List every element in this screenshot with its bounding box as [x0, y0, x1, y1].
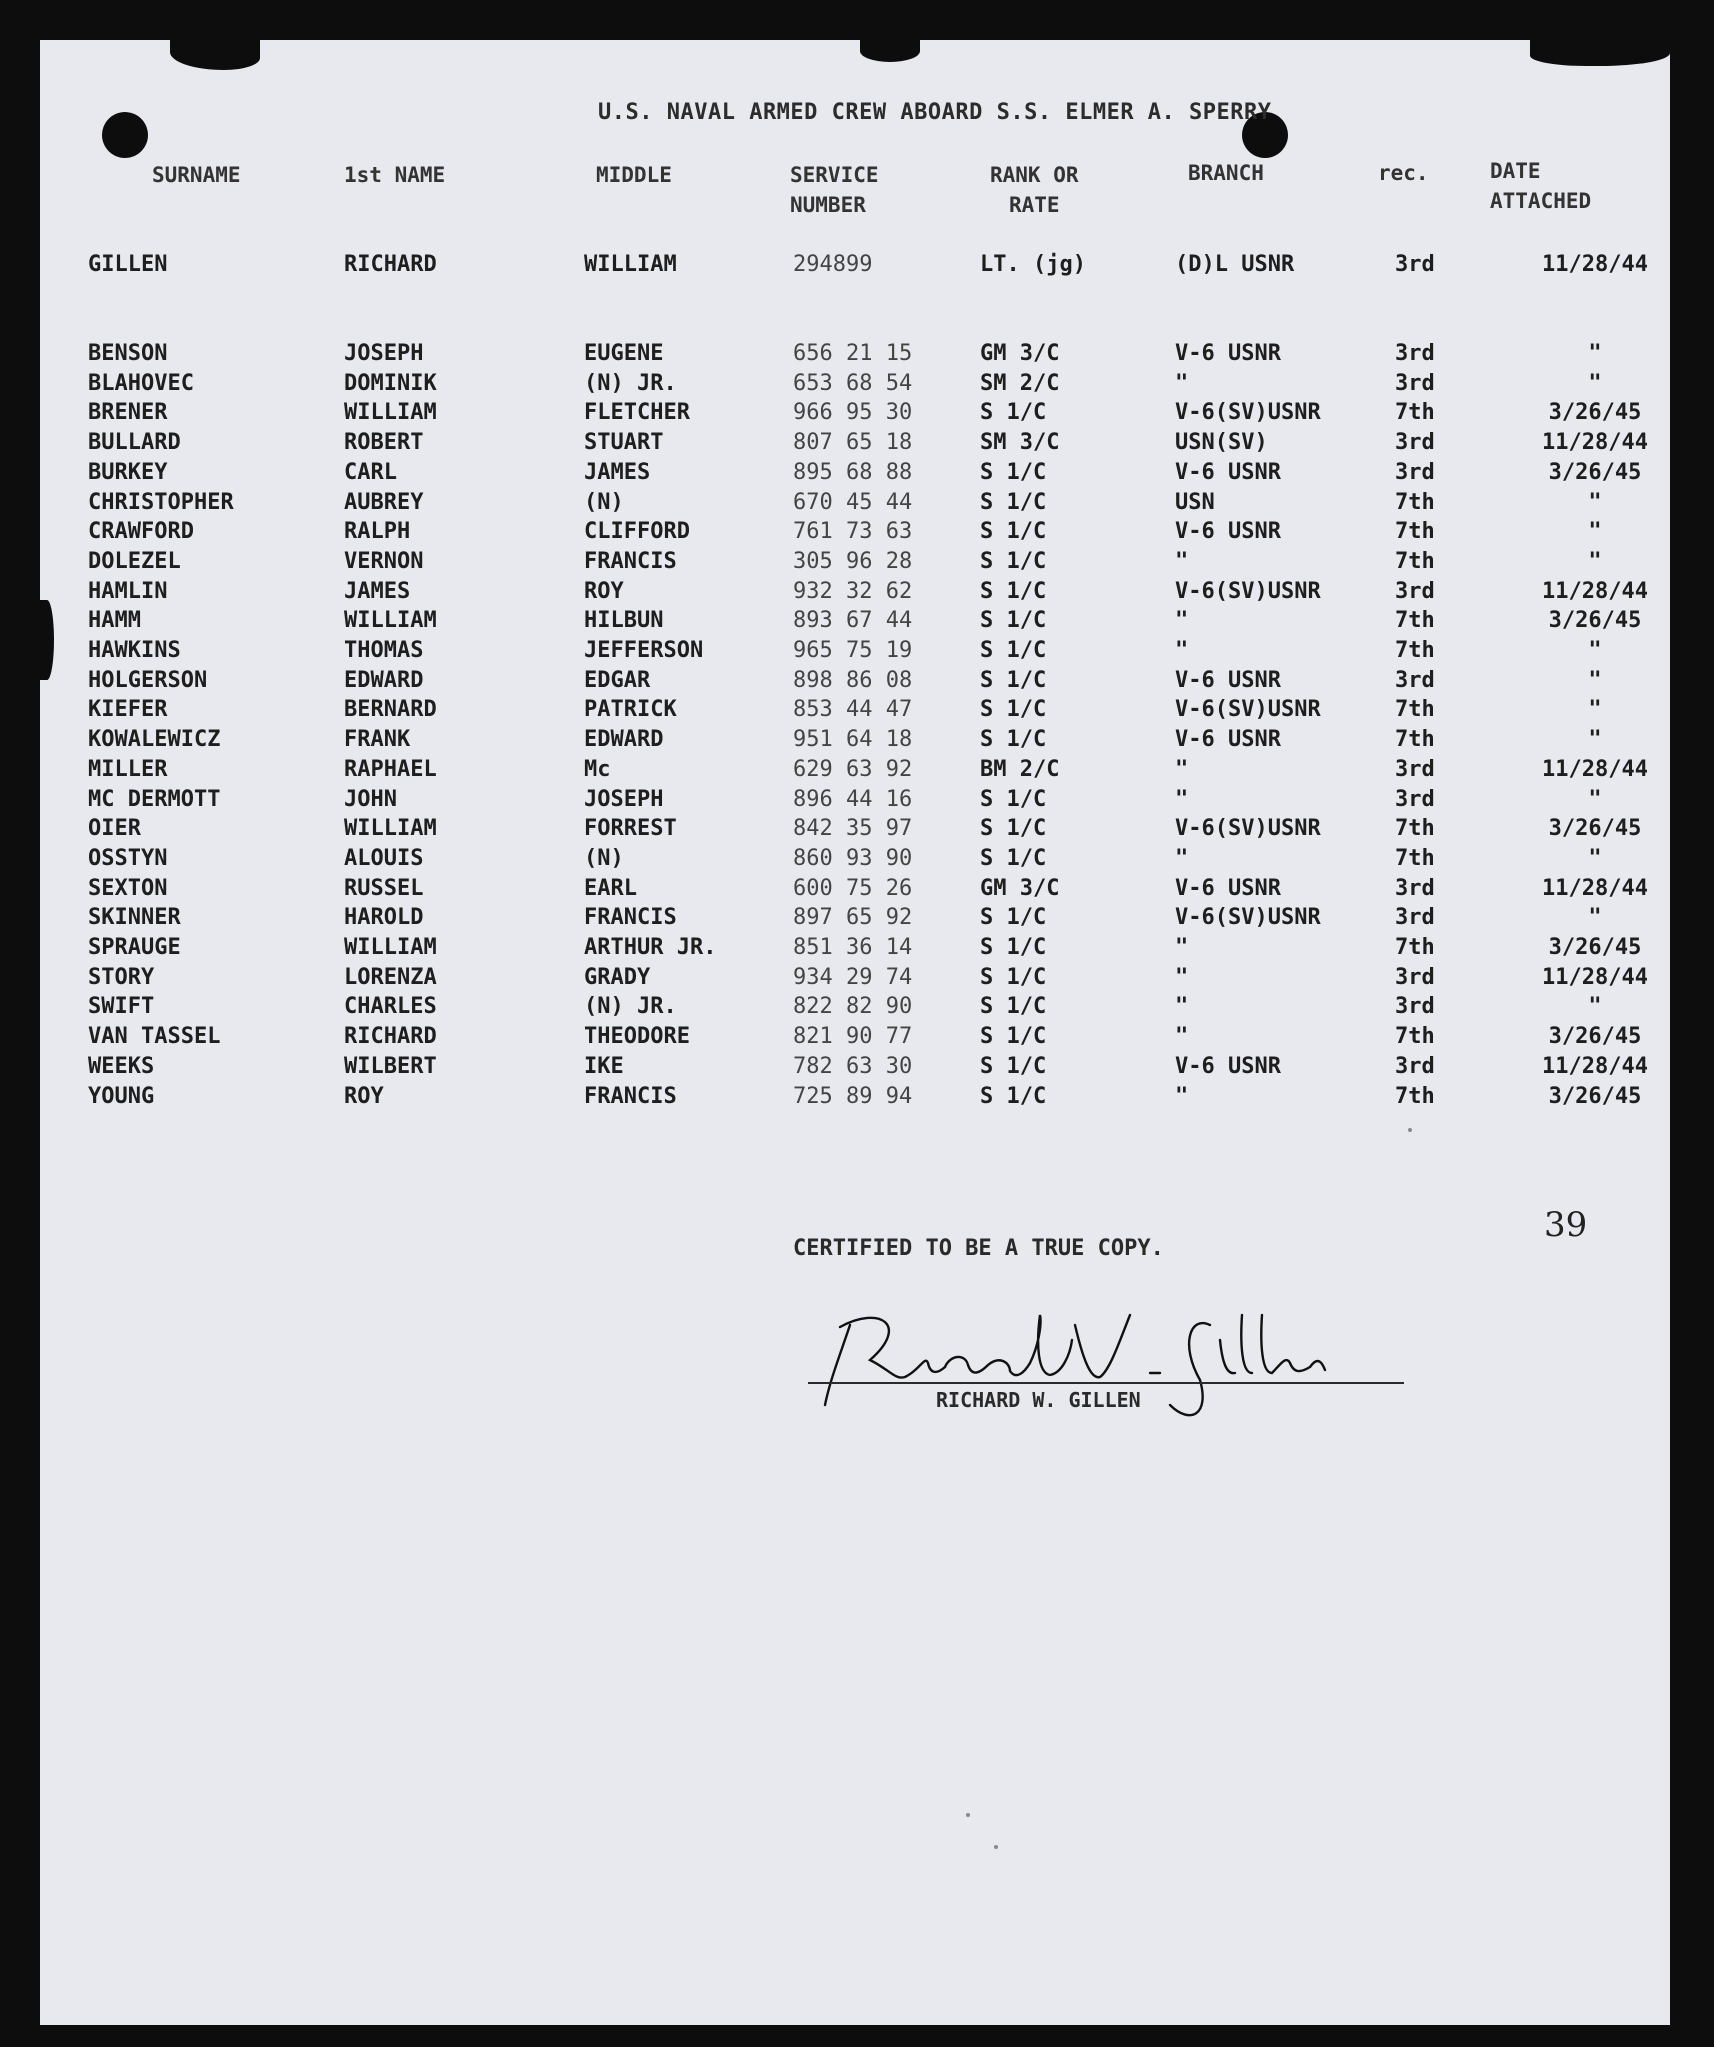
surname-cell: MC DERMOTT: [88, 786, 221, 812]
branch-cell: ": [1175, 964, 1189, 990]
first-name-cell: BERNARD: [344, 697, 437, 723]
service-number-cell: 965 75 19: [793, 638, 913, 663]
service-number-cell: 821 90 77: [793, 1024, 913, 1050]
surname-cell: YOUNG: [88, 1083, 155, 1109]
first-name-cell: EDWARD: [344, 667, 424, 693]
date-attached-cell: 11/28/44: [1542, 756, 1648, 782]
rank-cell: S 1/C: [980, 548, 1047, 574]
first-name-cell: RICHARD: [344, 1024, 437, 1050]
branch-cell: V-6 USNR: [1175, 341, 1281, 366]
first-name-cell: JAMES: [344, 578, 411, 604]
middle-name-cell: CLIFFORD: [584, 519, 690, 545]
crew-row: [0, 547, 1714, 577]
middle-name-cell: FRANCIS: [584, 905, 677, 931]
branch-cell: V-6(SV)USNR: [1175, 816, 1321, 842]
crew-row: [0, 517, 1714, 547]
middle-name-cell: FORREST: [584, 816, 677, 842]
date-attached-cell: ": [1588, 697, 1602, 723]
middle-name-cell: Mc: [584, 756, 611, 782]
officer-row: [0, 250, 1714, 280]
date-attached-cell: 3/26/45: [1548, 400, 1642, 426]
surname-cell: HAWKINS: [88, 638, 181, 663]
date-attached-cell: ": [1588, 727, 1602, 753]
service-number-cell: 807 65 18: [793, 430, 913, 456]
first-name-cell: AUBREY: [344, 489, 424, 515]
service-number-cell: 951 64 18: [793, 727, 913, 753]
branch-cell: V-6 USNR: [1175, 875, 1281, 901]
rank-cell: S 1/C: [980, 816, 1047, 842]
rec-cell: 7th: [1395, 400, 1435, 426]
col-header-rec: rec.: [1378, 161, 1429, 185]
service-number-cell: 932 32 62: [793, 578, 913, 604]
surname-cell: DOLEZEL: [88, 548, 181, 574]
date-attached-cell: 3/26/45: [1548, 1083, 1642, 1109]
rec-cell: 3rd: [1395, 875, 1435, 901]
date-attached-cell: 11/28/44: [1542, 578, 1648, 604]
branch-cell: V-6 USNR: [1175, 459, 1281, 485]
first-name-cell: THOMAS: [344, 638, 424, 663]
first-name-cell: ROY: [344, 1083, 384, 1109]
crew-row: [0, 606, 1714, 636]
rank-cell: S 1/C: [980, 1083, 1047, 1109]
middle-name-cell: (N) JR.: [584, 370, 677, 396]
surname-cell: VAN TASSEL: [88, 1024, 221, 1050]
date-attached-cell: 11/28/44: [1542, 964, 1648, 990]
middle-name-cell: ROY: [584, 578, 624, 604]
first-name-cell: RAPHAEL: [344, 756, 437, 782]
first-name-cell: LORENZA: [344, 964, 437, 990]
branch-cell: V-6 USNR: [1175, 667, 1281, 693]
middle-name-cell: JOSEPH: [584, 786, 664, 812]
branch-cell: ": [1175, 994, 1189, 1020]
date-attached-cell: ": [1588, 489, 1602, 515]
service-number-cell: 897 65 92: [793, 905, 913, 931]
branch-cell: ": [1175, 370, 1189, 396]
rec-cell: 7th: [1395, 608, 1435, 634]
service-number-cell: 761 73 63: [793, 519, 913, 545]
service-number-cell: 851 36 14: [793, 935, 913, 960]
rank-cell: S 1/C: [980, 786, 1047, 812]
rec-cell: 7th: [1395, 935, 1435, 960]
date-attached-cell: ": [1588, 370, 1602, 396]
middle-name-cell: IKE: [584, 1053, 624, 1079]
rec-cell: 7th: [1395, 727, 1435, 753]
rank-cell: LT. (jg): [980, 252, 1086, 277]
rank-cell: S 1/C: [980, 667, 1047, 693]
rank-cell: S 1/C: [980, 964, 1047, 990]
first-name-cell: WILLIAM: [344, 400, 437, 426]
rank-cell: S 1/C: [980, 1053, 1047, 1079]
middle-name-cell: JEFFERSON: [584, 638, 704, 663]
surname-cell: BLAHOVEC: [88, 370, 194, 396]
service-number-cell: 653 68 54: [793, 370, 913, 396]
date-attached-cell: ": [1588, 519, 1602, 545]
service-number-cell: 600 75 26: [793, 875, 913, 901]
middle-name-cell: ARTHUR JR.: [584, 935, 717, 960]
rec-cell: 3rd: [1395, 667, 1435, 693]
surname-cell: MILLER: [88, 756, 168, 782]
middle-name-cell: FRANCIS: [584, 1083, 677, 1109]
service-number-cell: 629 63 92: [793, 756, 913, 782]
rec-cell: 3rd: [1395, 1053, 1435, 1079]
rank-cell: S 1/C: [980, 400, 1047, 426]
torn-edge: [1530, 40, 1670, 66]
rec-cell: 7th: [1395, 697, 1435, 723]
first-name-cell: VERNON: [344, 548, 424, 574]
middle-name-cell: EDGAR: [584, 667, 651, 693]
signer-name: RICHARD W. GILLEN: [936, 1388, 1141, 1412]
date-attached-cell: 3/26/45: [1548, 816, 1642, 842]
surname-cell: BULLARD: [88, 430, 181, 456]
rec-cell: 3rd: [1395, 252, 1435, 277]
branch-cell: ": [1175, 935, 1189, 960]
rank-cell: S 1/C: [980, 519, 1047, 545]
branch-cell: ": [1175, 845, 1189, 871]
first-name-cell: WILBERT: [344, 1053, 437, 1079]
rec-cell: 7th: [1395, 519, 1435, 545]
branch-cell: V-6(SV)USNR: [1175, 697, 1321, 723]
rec-cell: 7th: [1395, 816, 1435, 842]
rank-cell: S 1/C: [980, 935, 1047, 960]
middle-name-cell: EARL: [584, 875, 637, 901]
col-header-middle: MIDDLE: [596, 163, 672, 187]
col-header-service-number: SERVICE NUMBER: [790, 163, 879, 217]
date-attached-cell: ": [1588, 548, 1602, 574]
date-attached-cell: ": [1588, 994, 1602, 1020]
date-attached-cell: 3/26/45: [1548, 1024, 1642, 1050]
col-header-surname: SURNAME: [152, 163, 241, 187]
surname-cell: OSSTYN: [88, 845, 168, 871]
surname-cell: SPRAUGE: [88, 935, 181, 960]
rec-cell: 3rd: [1395, 756, 1435, 782]
rank-cell: S 1/C: [980, 905, 1047, 931]
rec-cell: 3rd: [1395, 341, 1435, 366]
middle-name-cell: FLETCHER: [584, 400, 690, 426]
crew-row: [0, 755, 1714, 785]
middle-name-cell: (N) JR.: [584, 994, 677, 1020]
first-name-cell: DOMINIK: [344, 370, 437, 396]
rank-cell: GM 3/C: [980, 875, 1060, 901]
rank-cell: S 1/C: [980, 727, 1047, 753]
service-number-cell: 670 45 44: [793, 489, 913, 515]
surname-cell: SWIFT: [88, 994, 155, 1020]
paper-speck: [994, 1845, 998, 1849]
surname-cell: STORY: [88, 964, 155, 990]
branch-cell: ": [1175, 756, 1189, 782]
middle-name-cell: JAMES: [584, 459, 651, 485]
branch-cell: V-6 USNR: [1175, 727, 1281, 753]
surname-cell: HOLGERSON: [88, 667, 208, 693]
branch-cell: V-6(SV)USNR: [1175, 578, 1321, 604]
service-number-cell: 896 44 16: [793, 786, 913, 812]
surname-cell: HAMM: [88, 608, 141, 634]
document-title: U.S. NAVAL ARMED CREW ABOARD S.S. ELMER A. SPERRY: [598, 100, 1272, 125]
date-attached-cell: 3/26/45: [1548, 608, 1642, 634]
first-name-cell: WILLIAM: [344, 608, 437, 634]
col-header-first-name: 1st NAME: [344, 163, 446, 187]
paper-speck: [966, 1813, 970, 1817]
col-header-branch: BRANCH: [1188, 161, 1264, 185]
rec-cell: 3rd: [1395, 459, 1435, 485]
middle-name-cell: (N): [584, 489, 624, 515]
service-number-cell: 893 67 44: [793, 608, 913, 634]
date-attached-cell: ": [1588, 638, 1602, 663]
service-number-cell: 898 86 08: [793, 667, 913, 693]
branch-cell: ": [1175, 548, 1189, 574]
date-attached-cell: 11/28/44: [1542, 252, 1648, 277]
middle-name-cell: GRADY: [584, 964, 651, 990]
crew-row: [0, 666, 1714, 696]
rank-cell: S 1/C: [980, 697, 1047, 723]
rec-cell: 7th: [1395, 638, 1435, 663]
service-number-cell: 895 68 88: [793, 459, 913, 485]
crew-row: [0, 903, 1714, 933]
col-header-rank: RANK OR RATE: [990, 163, 1079, 217]
crew-row: [0, 785, 1714, 815]
branch-cell: ": [1175, 1024, 1189, 1050]
date-attached-cell: ": [1588, 905, 1602, 931]
first-name-cell: HAROLD: [344, 905, 424, 931]
crew-row: [0, 577, 1714, 607]
service-number-cell: 822 82 90: [793, 994, 913, 1020]
surname-cell: KOWALEWICZ: [88, 727, 221, 753]
rank-cell: SM 3/C: [980, 430, 1060, 456]
crew-row: [0, 1022, 1714, 1052]
rec-cell: 3rd: [1395, 786, 1435, 812]
crew-row: [0, 695, 1714, 725]
branch-cell: ": [1175, 786, 1189, 812]
rec-cell: 3rd: [1395, 370, 1435, 396]
date-attached-cell: ": [1588, 667, 1602, 693]
first-name-cell: JOSEPH: [344, 341, 424, 366]
surname-cell: CRAWFORD: [88, 519, 194, 545]
middle-name-cell: THEODORE: [584, 1024, 690, 1050]
surname-cell: GILLEN: [88, 252, 168, 277]
middle-name-cell: EDWARD: [584, 727, 664, 753]
middle-name-cell: STUART: [584, 430, 664, 456]
branch-cell: V-6 USNR: [1175, 519, 1281, 545]
rank-cell: S 1/C: [980, 459, 1047, 485]
rank-cell: GM 3/C: [980, 341, 1060, 366]
crew-row: [0, 844, 1714, 874]
crew-row: [0, 1052, 1714, 1082]
service-number-cell: 725 89 94: [793, 1083, 913, 1109]
crew-row: [0, 725, 1714, 755]
date-attached-cell: ": [1588, 341, 1602, 366]
crew-row: [0, 992, 1714, 1022]
service-number-cell: 656 21 15: [793, 341, 913, 366]
first-name-cell: RALPH: [344, 519, 411, 545]
first-name-cell: CHARLES: [344, 994, 437, 1020]
rec-cell: 7th: [1395, 489, 1435, 515]
branch-cell: ": [1175, 638, 1189, 663]
first-name-cell: WILLIAM: [344, 816, 437, 842]
service-number-cell: 305 96 28: [793, 548, 913, 574]
crew-row: [0, 636, 1714, 666]
branch-cell: USN: [1175, 489, 1215, 515]
date-attached-cell: 11/28/44: [1542, 430, 1648, 456]
first-name-cell: RICHARD: [344, 252, 437, 277]
branch-cell: USN(SV): [1175, 430, 1268, 456]
crew-row: [0, 428, 1714, 458]
first-name-cell: FRANK: [344, 727, 411, 753]
date-attached-cell: 11/28/44: [1542, 875, 1648, 901]
date-attached-cell: 11/28/44: [1542, 1053, 1648, 1079]
branch-cell: (D)L USNR: [1175, 252, 1295, 277]
punch-hole: [102, 112, 148, 158]
rank-cell: S 1/C: [980, 845, 1047, 871]
page-number: 39: [1544, 1205, 1588, 1245]
rank-cell: BM 2/C: [980, 756, 1060, 782]
middle-name-cell: FRANCIS: [584, 548, 677, 574]
first-name-cell: WILLIAM: [344, 935, 437, 960]
rec-cell: 3rd: [1395, 994, 1435, 1020]
crew-row: [0, 369, 1714, 399]
rank-cell: S 1/C: [980, 638, 1047, 663]
rec-cell: 7th: [1395, 548, 1435, 574]
branch-cell: V-6(SV)USNR: [1175, 905, 1321, 931]
crew-row: [0, 488, 1714, 518]
rec-cell: 3rd: [1395, 964, 1435, 990]
service-number-cell: 294899: [793, 252, 873, 277]
service-number-cell: 966 95 30: [793, 400, 913, 426]
branch-cell: V-6(SV)USNR: [1175, 400, 1321, 426]
torn-edge: [860, 40, 920, 62]
date-attached-cell: ": [1588, 786, 1602, 812]
middle-name-cell: HILBUN: [584, 608, 664, 634]
service-number-cell: 782 63 30: [793, 1053, 913, 1079]
rec-cell: 3rd: [1395, 578, 1435, 604]
service-number-cell: 860 93 90: [793, 845, 913, 871]
branch-cell: ": [1175, 608, 1189, 634]
first-name-cell: JOHN: [344, 786, 397, 812]
surname-cell: CHRISTOPHER: [88, 489, 234, 515]
first-name-cell: CARL: [344, 459, 397, 485]
service-number-cell: 934 29 74: [793, 964, 913, 990]
crew-row: [0, 874, 1714, 904]
surname-cell: KIEFER: [88, 697, 168, 723]
rank-cell: SM 2/C: [980, 370, 1060, 396]
surname-cell: BENSON: [88, 341, 168, 366]
rec-cell: 7th: [1395, 1083, 1435, 1109]
date-attached-cell: 3/26/45: [1548, 935, 1642, 960]
rank-cell: S 1/C: [980, 578, 1047, 604]
branch-cell: ": [1175, 1083, 1189, 1109]
rec-cell: 7th: [1395, 845, 1435, 871]
first-name-cell: RUSSEL: [344, 875, 424, 901]
crew-row: [0, 963, 1714, 993]
middle-name-cell: WILLIAM: [584, 252, 677, 277]
middle-name-cell: (N): [584, 845, 624, 871]
first-name-cell: ROBERT: [344, 430, 424, 456]
crew-row: [0, 398, 1714, 428]
certification-text: CERTIFIED TO BE A TRUE COPY.: [793, 1236, 1164, 1261]
surname-cell: SEXTON: [88, 875, 168, 901]
branch-cell: V-6 USNR: [1175, 1053, 1281, 1079]
surname-cell: OIER: [88, 816, 141, 842]
rec-cell: 7th: [1395, 1024, 1435, 1050]
service-number-cell: 842 35 97: [793, 816, 913, 842]
rec-cell: 3rd: [1395, 905, 1435, 931]
crew-row: [0, 933, 1714, 963]
middle-name-cell: EUGENE: [584, 341, 664, 366]
rank-cell: S 1/C: [980, 994, 1047, 1020]
rec-cell: 3rd: [1395, 430, 1435, 456]
rank-cell: S 1/C: [980, 608, 1047, 634]
date-attached-cell: 3/26/45: [1548, 459, 1642, 485]
crew-row: [0, 458, 1714, 488]
surname-cell: HAMLIN: [88, 578, 168, 604]
surname-cell: SKINNER: [88, 905, 181, 931]
service-number-cell: 853 44 47: [793, 697, 913, 723]
col-header-date-attached: DATE ATTACHED: [1490, 159, 1592, 213]
rank-cell: S 1/C: [980, 489, 1047, 515]
surname-cell: WEEKS: [88, 1053, 155, 1079]
middle-name-cell: PATRICK: [584, 697, 677, 723]
signature-line: [808, 1382, 1404, 1384]
rank-cell: S 1/C: [980, 1024, 1047, 1050]
crew-row: [0, 339, 1714, 369]
crew-row: [0, 1082, 1714, 1112]
paper-speck: [1408, 1128, 1412, 1132]
first-name-cell: ALOUIS: [344, 845, 424, 871]
surname-cell: BURKEY: [88, 459, 168, 485]
surname-cell: BRENER: [88, 400, 168, 426]
crew-row: [0, 814, 1714, 844]
date-attached-cell: ": [1588, 845, 1602, 871]
